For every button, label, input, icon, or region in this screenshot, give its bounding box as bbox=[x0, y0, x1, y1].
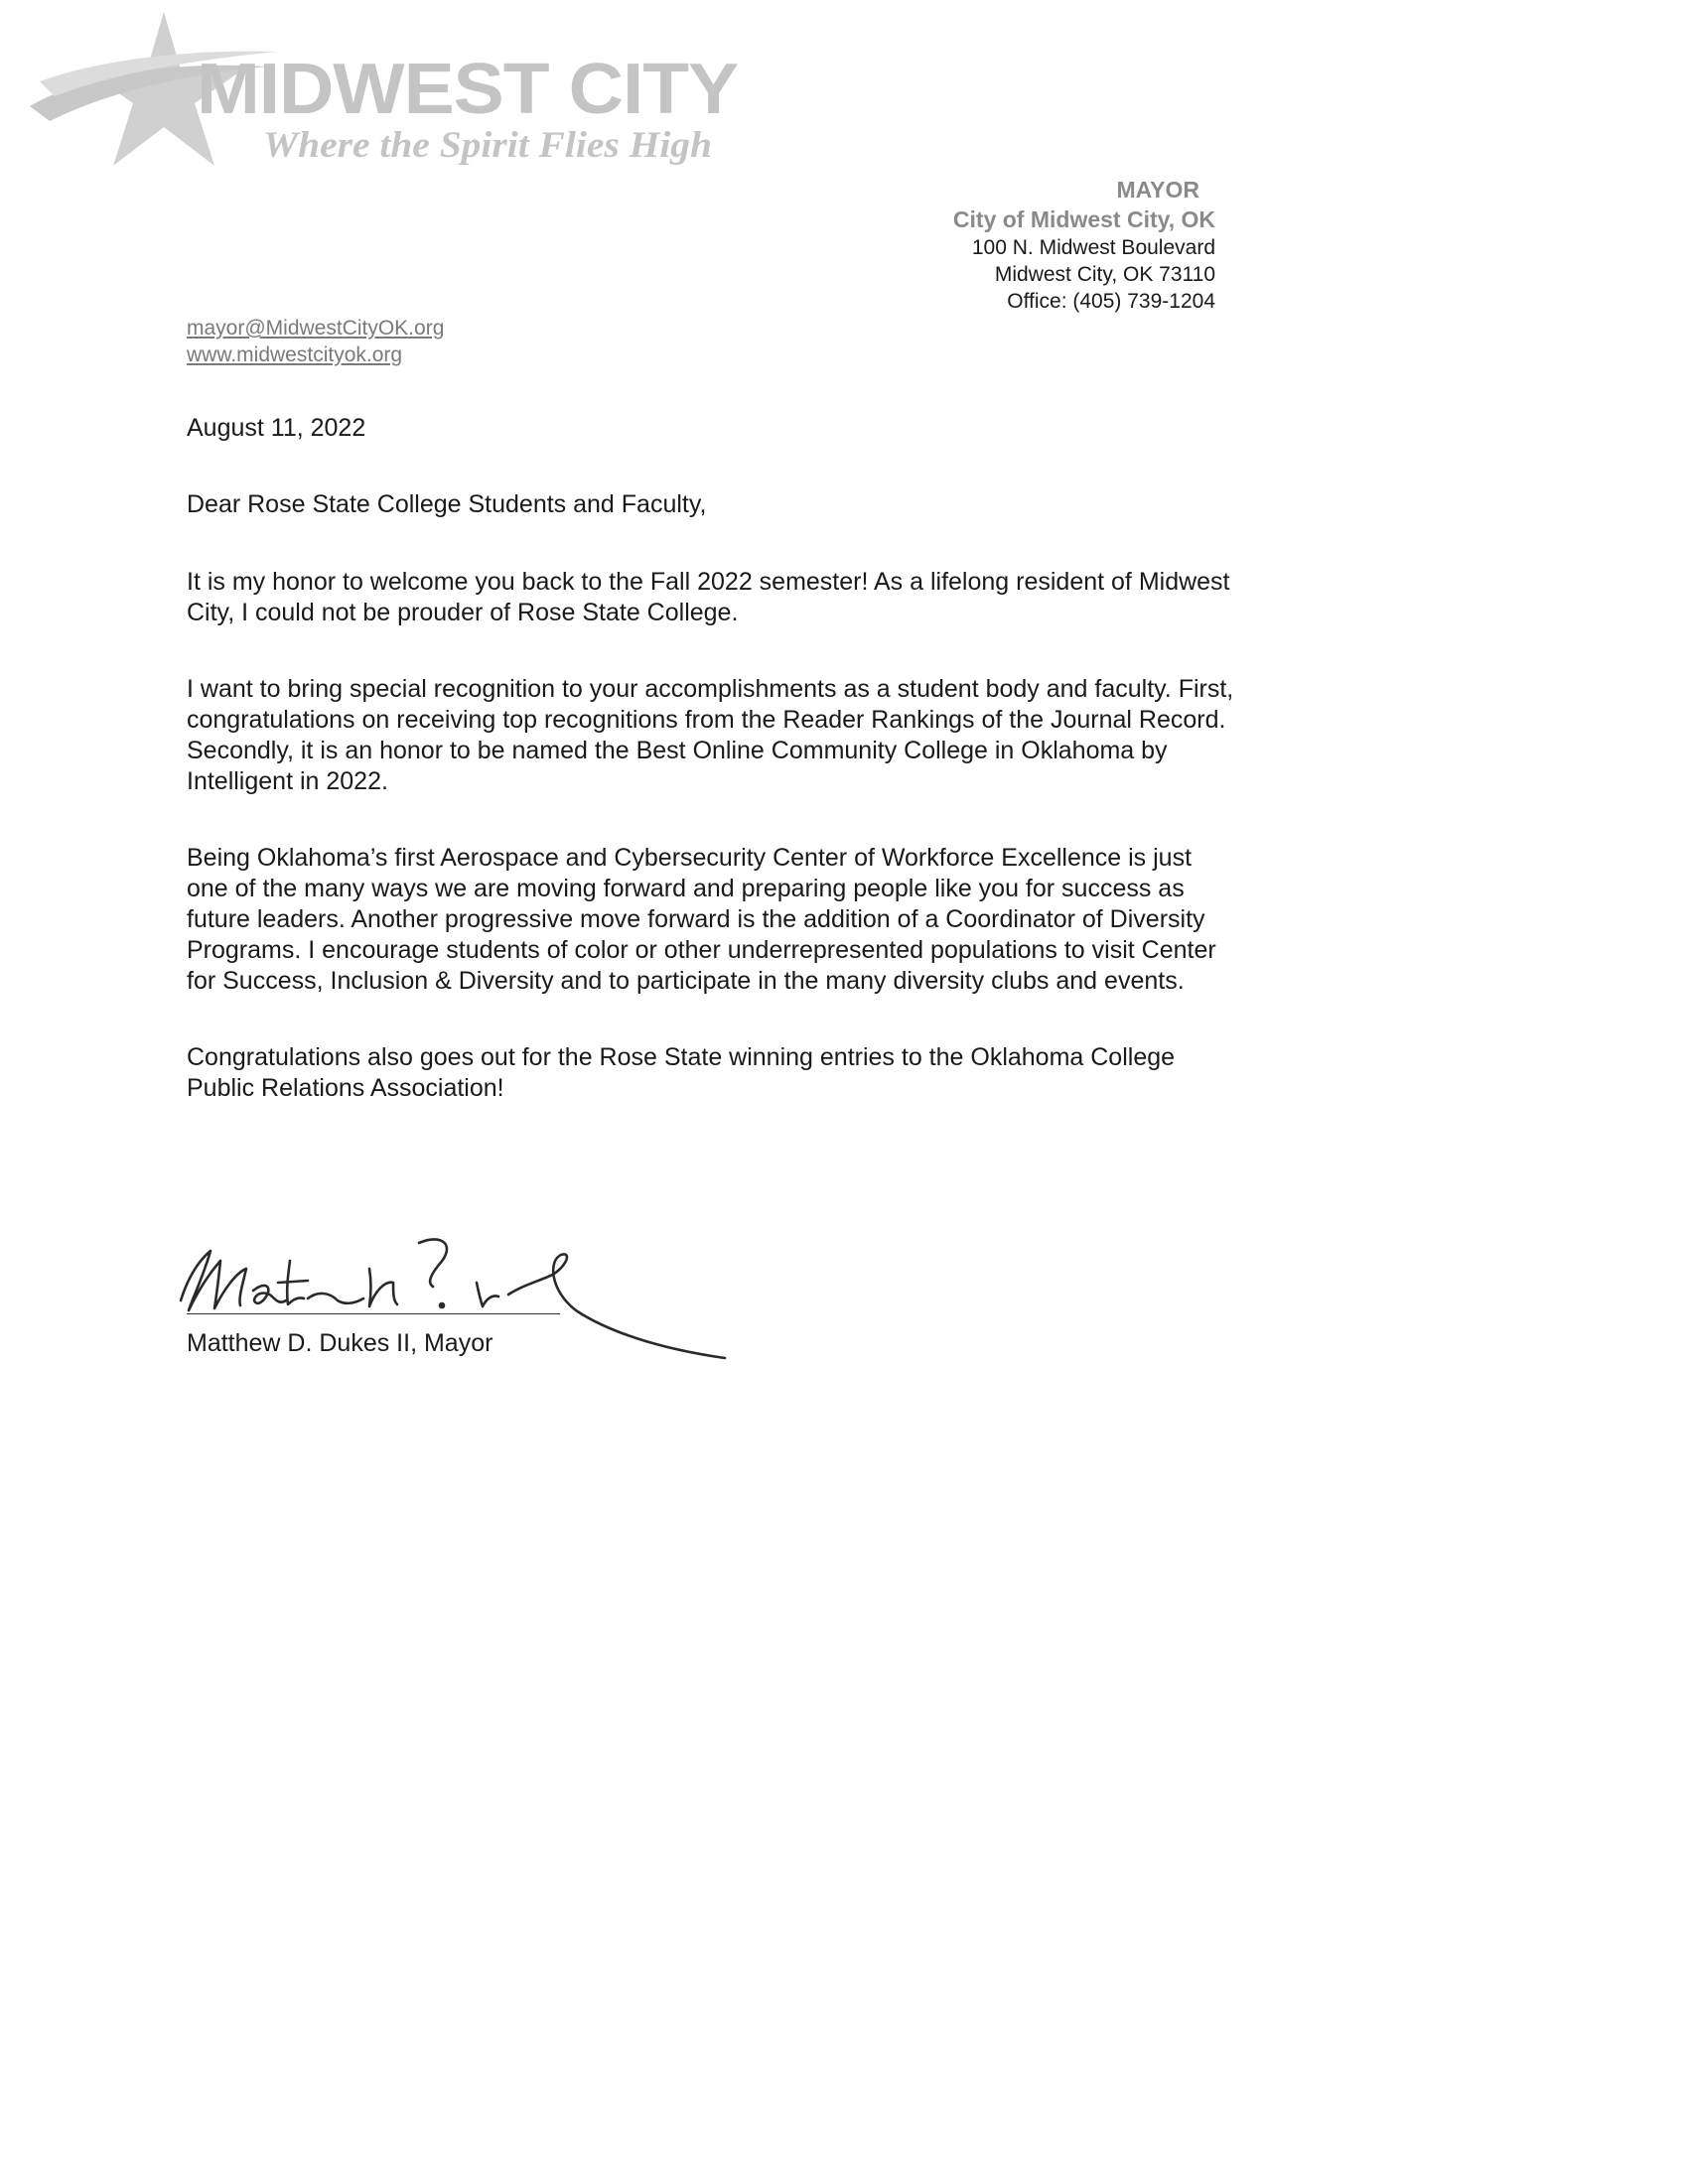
address-line-2: Midwest City, OK 73110 bbox=[994, 263, 1215, 286]
contact-block bbox=[953, 175, 1215, 315]
paragraph-recognition: I want to bring special recognition to your accomplishments as a student body and faculty. First, congratulations on receiving top recognitions from the Reader Rankings of the Journal Record. Secondly, it is an honor to be named the Best Online Community College in Oklahoma by Intelligent in 2022. bbox=[187, 675, 1234, 795]
logo-tagline: Where the Spirit Flies High bbox=[263, 125, 712, 166]
paragraph-congratulations: Congratulations also goes out for the Rose State winning entries to the Oklahoma College Public Relations Association! bbox=[187, 1043, 1176, 1102]
paragraph-diversity: Being Oklahoma’s first Aerospace and Cybersecurity Center of Workforce Excellence is just one of the many ways we are moving forward and preparing people like you for success as future leaders. Another progressive move forward is the addition of a Coordinator of Diversity Programs. I encourage students of color or other underrepresented populations to visit Center for Success, Inclusion & Diversity and to participate in the many diversity clubs and events. bbox=[187, 844, 1216, 995]
mayor-label: MAYOR bbox=[1116, 177, 1199, 203]
website-link[interactable]: www.midwestcityok.org bbox=[187, 343, 403, 366]
address-line-1: 100 N. Midwest Boulevard bbox=[971, 236, 1215, 259]
logo-title: MIDWEST CITY bbox=[197, 50, 738, 129]
salutation: Dear Rose State College Students and Faculty, bbox=[187, 490, 707, 518]
office-phone: Office: (405) 739-1204 bbox=[1007, 290, 1215, 313]
midwest-city-logo bbox=[30, 12, 745, 181]
signature-line bbox=[187, 1313, 560, 1314]
email-link[interactable]: mayor@MidwestCityOK.org bbox=[187, 317, 445, 340]
letter-body bbox=[187, 413, 1239, 1150]
letter-date: August 11, 2022 bbox=[187, 414, 366, 442]
contact-links bbox=[187, 315, 444, 368]
paragraph-welcome: It is my honor to welcome you back to the Fall 2022 semester! As a lifelong resident of Midwest City, I could not be prouder of Rose State College. bbox=[187, 568, 1230, 626]
signer-name: Matthew D. Dukes II, Mayor bbox=[187, 1329, 493, 1357]
city-name: City of Midwest City, OK bbox=[952, 206, 1215, 232]
